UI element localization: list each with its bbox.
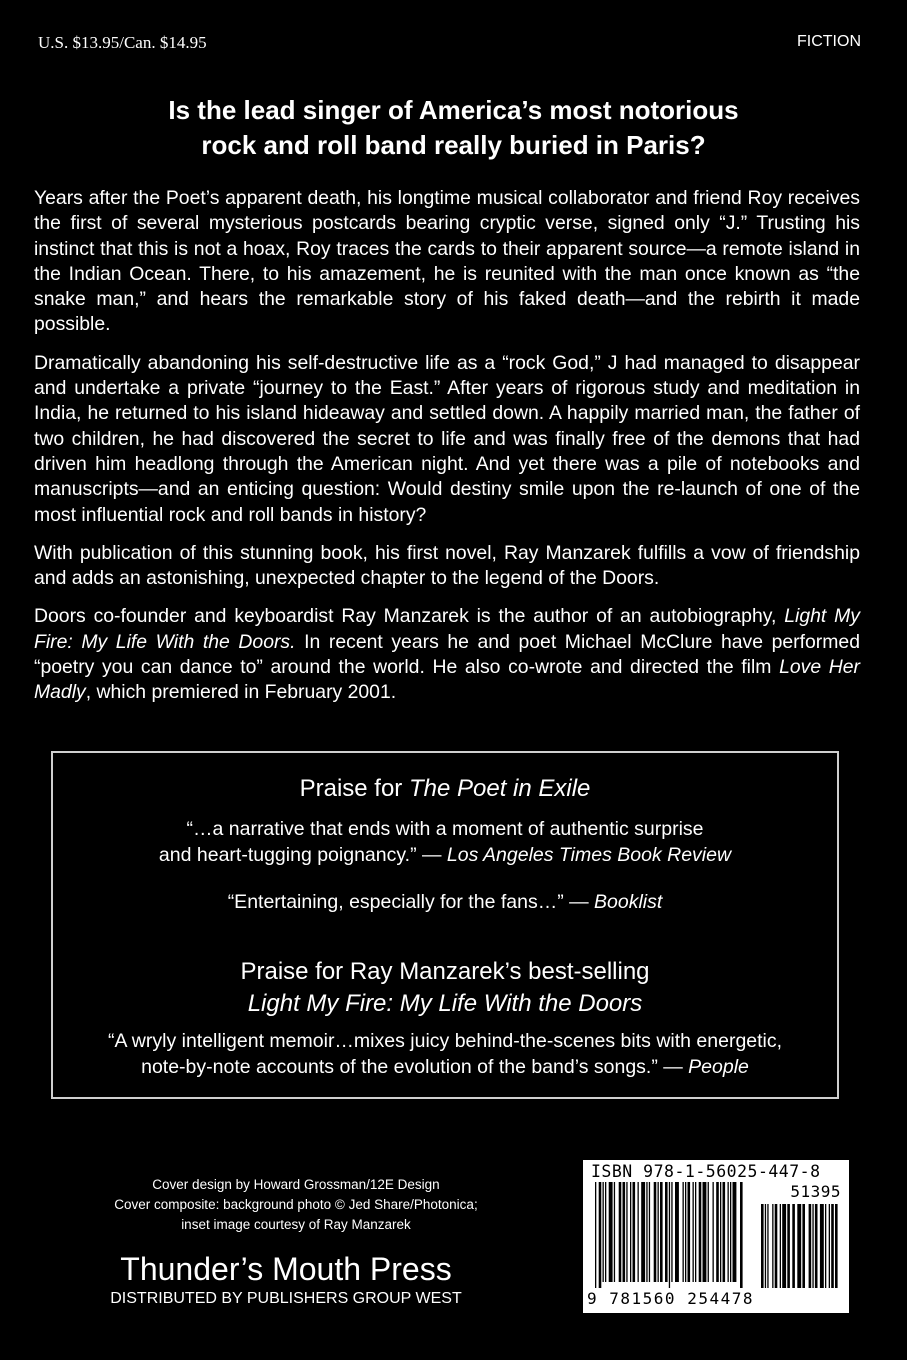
barcode-bar xyxy=(649,1182,650,1282)
barcode xyxy=(583,1160,849,1313)
praise-quote-3-source: People xyxy=(688,1056,749,1078)
barcode-bar xyxy=(767,1204,768,1288)
barcode-bar xyxy=(730,1182,731,1282)
barcode-bar xyxy=(802,1204,805,1288)
barcode-bar xyxy=(825,1204,826,1288)
barcode-bar xyxy=(703,1182,707,1282)
barcode-bar xyxy=(809,1204,812,1288)
praise-quote-3-text: note-by-note accounts of the evolution of the band’s songs.” — xyxy=(141,1056,689,1078)
barcode-bar xyxy=(619,1182,622,1282)
praise-heading-2-line-1: Praise for Ray Manzarek’s best-selling xyxy=(240,958,650,985)
barcode-bar xyxy=(660,1182,663,1282)
barcode-bar xyxy=(671,1182,672,1282)
praise-heading-1-title: The Poet in Exile xyxy=(408,775,591,802)
barcode-bar xyxy=(765,1204,766,1288)
barcode-bar xyxy=(775,1204,778,1288)
barcode-bar xyxy=(685,1182,686,1282)
barcode-bar xyxy=(720,1182,721,1282)
praise-box xyxy=(51,751,839,1099)
barcode-bar xyxy=(641,1182,645,1282)
distributor: DISTRIBUTED BY PUBLISHERS GROUP WEST xyxy=(110,1290,462,1307)
synopsis xyxy=(34,186,860,719)
synopsis-paragraph-1: Years after the Poet’s apparent death, his longtime musical collaborator and friend Roy receives the first of several mysterious postcards bearing cryptic verse, signed only “J.” Trusting his instinct that this is not a hoax, Roy traces the cards to their apparent source—a remote island in the Indian Ocean. There, to his amazement, he is reunited with the man once known as “the snake man,” and hears the remarkable story of his faked death—and the rebirth it made possible. xyxy=(34,187,860,336)
praise-quote-3-line-1: “A wryly intelligent memoir…mixes juicy behind-the-scenes bits with energetic, xyxy=(107,1030,783,1052)
credits-line-2: Cover composite: background photo © Jed Share/Photonica; xyxy=(114,1197,478,1212)
barcode-bar xyxy=(787,1204,790,1288)
publisher xyxy=(86,1250,486,1310)
barcode-bar xyxy=(623,1182,626,1282)
barcode-bar xyxy=(626,1182,627,1282)
barcode-bar xyxy=(782,1204,786,1288)
barcode-bar xyxy=(761,1204,764,1288)
bio-end: , which premiered in February 2001. xyxy=(85,681,397,704)
praise-quote-1-source: Los Angeles Times Book Review xyxy=(446,844,732,866)
bio-start: Doors co-founder and keyboardist Ray Manzarek is the author of an autobiography, xyxy=(34,605,785,628)
barcode-bar xyxy=(820,1204,824,1288)
barcode-bar xyxy=(609,1182,613,1282)
price: U.S. $13.95/Can. $14.95 xyxy=(38,33,207,52)
barcode-bar xyxy=(835,1204,838,1288)
praise-quote-2 xyxy=(53,889,837,915)
praise-quote-1-text: and heart-tugging poignancy.” — xyxy=(158,844,447,866)
credits-line-1: Cover design by Howard Grossman/12E Design xyxy=(152,1177,440,1192)
praise-heading-1-prefix: Praise for xyxy=(299,775,409,802)
barcode-bar xyxy=(829,1204,830,1288)
barcode-bar xyxy=(646,1182,647,1282)
praise-quote-3 xyxy=(53,1028,837,1080)
barcode-bar xyxy=(603,1182,604,1282)
barcode-bar xyxy=(658,1182,659,1282)
barcode-bar xyxy=(708,1182,709,1282)
barcode-bar xyxy=(792,1204,795,1288)
praise-heading-2-title xyxy=(53,988,837,1020)
praise-quote-2-source: Booklist xyxy=(594,891,663,913)
barcode-bar xyxy=(695,1182,696,1282)
barcode-bar xyxy=(605,1182,606,1282)
author-bio xyxy=(34,604,860,705)
genre-label: FICTION xyxy=(797,33,861,50)
praise-quote-2-text: “Entertaining, especially for the fans…” — xyxy=(227,891,595,913)
barcode-bar xyxy=(654,1182,657,1282)
barcode-bar xyxy=(693,1182,694,1282)
praise-quote-1-line-2 xyxy=(53,842,837,868)
barcode-bar xyxy=(630,1182,631,1282)
barcode-bar xyxy=(713,1182,714,1282)
synopsis-paragraph-3: With publication of this stunning book, his first novel, Ray Manzarek fulfills a vow of friendship and adds an astonishing, unexpected chapter to the legend of the Doors. xyxy=(34,541,860,590)
barcode-bar xyxy=(638,1182,639,1282)
barcode-bar xyxy=(699,1182,702,1282)
isbn-label: ISBN 978-1-56025-447-8 xyxy=(591,1162,821,1181)
barcode-bar xyxy=(772,1204,773,1288)
barcode-bar xyxy=(633,1182,636,1282)
barcode-bar xyxy=(723,1182,726,1282)
headline-line-1: Is the lead singer of America’s most notorious xyxy=(168,95,739,125)
barcode-bar xyxy=(614,1182,615,1282)
barcode-bar xyxy=(683,1182,684,1282)
barcode-bar xyxy=(716,1182,719,1282)
credits-line-3: inset image courtesy of Ray Manzarek xyxy=(181,1217,411,1232)
cover-credits xyxy=(86,1175,506,1235)
praise-quote-1-line-1: “…a narrative that ends with a moment of authentic surprise xyxy=(186,818,704,840)
barcode-bar xyxy=(728,1182,729,1282)
praise-quote-1 xyxy=(53,816,837,868)
praise-heading-2-book: Light My Fire: My Life With the Doors xyxy=(247,990,643,1017)
barcode-bar xyxy=(595,1182,596,1288)
barcode-bar xyxy=(740,1182,743,1288)
ean-number: 9 781560 254478 xyxy=(587,1289,754,1308)
praise-heading-1 xyxy=(53,773,837,805)
headline xyxy=(0,93,907,163)
barcode-bar xyxy=(797,1204,801,1288)
synopsis-paragraph-2: Dramatically abandoning his self-destructive life as a “rock God,” J had managed to disappear and undertake a private “journey to the East.” After years of rigorous study and meditation in India, he returned to his island hideaway and settled down. A happily married man, the father of two children, he had discovered the secret to life and was finally free of the demons that had driven him headlong through the American night. And yet there was a pile of notebooks and manuscripts—and an enticing question: Would destiny smile upon the re-launch of one of the most influential rock and roll bands in history? xyxy=(34,351,860,526)
publisher-name: Thunder’s Mouth Press xyxy=(120,1251,452,1287)
barcode-bar xyxy=(733,1182,737,1282)
barcode-bar xyxy=(665,1182,668,1282)
barcode-bar xyxy=(599,1182,602,1288)
headline-line-2: rock and roll band really buried in Paris? xyxy=(201,130,706,160)
barcode-bar xyxy=(675,1182,679,1282)
barcode-bar xyxy=(831,1204,834,1288)
praise-heading-2 xyxy=(53,956,837,1020)
bio-film-title: Love Her Madly xyxy=(34,656,860,704)
bio-mid: In recent years he and poet Michael McClure have performed “poetry you can dance to” around the world. He also co-wrote and directed the film xyxy=(34,630,860,679)
barcode-bar xyxy=(688,1182,691,1282)
barcode-bar xyxy=(815,1204,818,1288)
barcode-bar xyxy=(780,1204,781,1288)
barcode-bar xyxy=(812,1204,813,1288)
praise-quote-3-line-2 xyxy=(53,1054,837,1080)
barcode-bar xyxy=(669,1182,670,1288)
bio-book-title: Light My Fire: My Life With the Doors. xyxy=(34,605,860,653)
price-code: 51395 xyxy=(790,1182,841,1201)
